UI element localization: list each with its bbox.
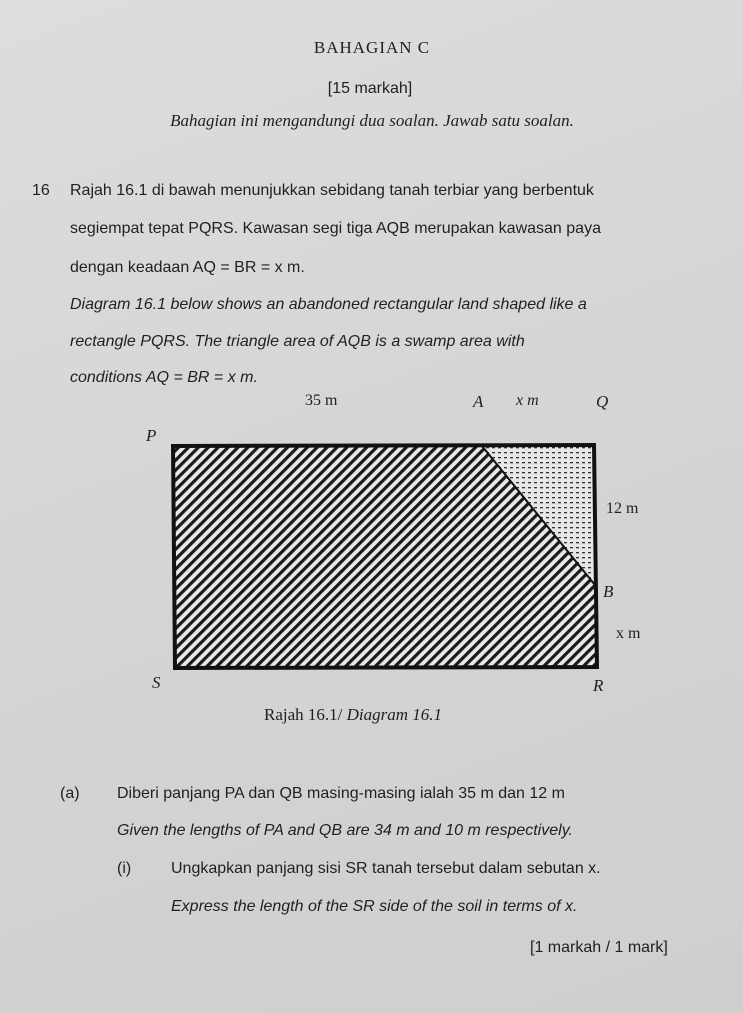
measure-qb: 12 m xyxy=(606,500,639,517)
caption-english: Diagram 16.1 xyxy=(346,705,443,724)
question-text-line: segiempat tepat PQRS. Kawasan segi tiga AQB merupakan kawasan paya xyxy=(70,220,601,237)
question-text-line: dengan keadaan AQ = BR = x m. xyxy=(70,259,305,276)
vertex-b: B xyxy=(603,582,614,601)
part-a-english: Given the lengths of PA and QB are 34 m and 10 m respectively. xyxy=(117,822,573,839)
diagram-caption xyxy=(264,705,442,725)
question-text-line-en: Diagram 16.1 below shows an abandoned rectangular land shaped like a xyxy=(70,296,587,313)
measure-aq: x m xyxy=(516,392,539,409)
vertex-q: Q xyxy=(596,392,609,411)
vertex-r: R xyxy=(593,676,604,695)
question-text-line-en: conditions AQ = BR = x m. xyxy=(70,369,258,386)
section-marks: [15 markah] xyxy=(327,80,413,97)
section-instruction: Bahagian ini mengandungi dua soalan. Jawab satu soalan. xyxy=(170,111,574,130)
caption-malay: Rajah 16.1/ xyxy=(264,705,343,724)
part-a-i-english: Express the length of the SR side of the soil in terms of x. xyxy=(171,898,578,915)
vertex-p: P xyxy=(146,426,157,445)
part-a-malay: Diberi panjang PA dan QB masing-masing ialah 35 m dan 12 m xyxy=(117,785,565,802)
part-a-i-marks: [1 markah / 1 mark] xyxy=(530,939,668,956)
question-text-line: Rajah 16.1 di bawah menunjukkan sebidang tanah terbiar yang berbentuk xyxy=(70,182,594,199)
vertex-a: A xyxy=(473,392,484,411)
part-a-label: (a) xyxy=(60,785,80,802)
part-a-i-label: (i) xyxy=(117,860,132,877)
vertex-s: S xyxy=(152,673,161,692)
question-text-line-en: rectangle PQRS. The triangle area of AQB is a swamp area with xyxy=(70,333,525,350)
part-a-i-malay: Ungkapkan panjang sisi SR tanah tersebut dalam sebutan x. xyxy=(171,860,601,877)
measure-br: x m xyxy=(616,625,641,642)
section-title: BAHAGIAN C xyxy=(313,38,431,57)
question-number: 16 xyxy=(32,182,50,199)
measure-pa: 35 m xyxy=(305,392,338,409)
